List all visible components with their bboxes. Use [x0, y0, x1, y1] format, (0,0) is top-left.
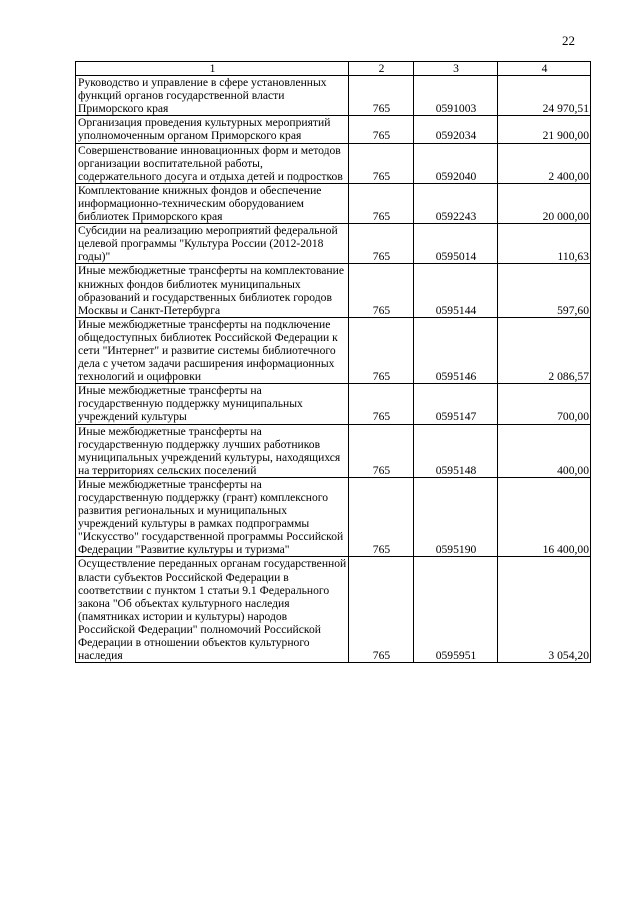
row-amount-cell: 110,63	[498, 224, 591, 264]
row-amount-cell: 3 054,20	[498, 557, 591, 663]
row-kbk-cell: 0595951	[414, 557, 498, 663]
row-amount-cell: 700,00	[498, 384, 591, 424]
row-code-cell: 765	[349, 317, 414, 383]
table-row	[76, 384, 591, 424]
table-row	[76, 76, 591, 116]
table-row	[76, 116, 591, 143]
row-code-cell: 765	[349, 224, 414, 264]
row-amount-cell: 16 400,00	[498, 477, 591, 557]
row-kbk-cell: 0592040	[414, 143, 498, 183]
table-row	[76, 557, 591, 663]
table-row	[76, 264, 591, 317]
header-cell-4: 4	[498, 62, 591, 76]
row-name-cell: Совершенствование инновационных форм и методов организации воспитательной работы, содержательного досуга и отдыха детей и подростков	[76, 143, 349, 183]
table-body	[76, 76, 591, 663]
table-row	[76, 183, 591, 223]
row-code-cell: 765	[349, 76, 414, 116]
header-cell-2: 2	[349, 62, 414, 76]
row-amount-cell: 597,60	[498, 264, 591, 317]
budget-table	[75, 61, 591, 663]
table-row	[76, 424, 591, 477]
table-row	[76, 143, 591, 183]
row-kbk-cell: 0595144	[414, 264, 498, 317]
row-kbk-cell: 0595014	[414, 224, 498, 264]
header-row	[76, 62, 591, 76]
row-kbk-cell: 0595190	[414, 477, 498, 557]
row-amount-cell: 2 086,57	[498, 317, 591, 383]
page-number: 22	[562, 33, 575, 48]
row-amount-cell: 24 970,51	[498, 76, 591, 116]
row-kbk-cell: 0591003	[414, 76, 498, 116]
row-amount-cell: 20 000,00	[498, 183, 591, 223]
row-kbk-cell: 0592034	[414, 116, 498, 143]
header-cell-3: 3	[414, 62, 498, 76]
row-code-cell: 765	[349, 557, 414, 663]
row-kbk-cell: 0595147	[414, 384, 498, 424]
row-kbk-cell: 0592243	[414, 183, 498, 223]
row-name-cell: Комплектование книжных фондов и обеспечение информационно-техническим оборудованием библиотек Приморского края	[76, 183, 349, 223]
row-amount-cell: 400,00	[498, 424, 591, 477]
row-code-cell: 765	[349, 264, 414, 317]
header-cell-1: 1	[76, 62, 349, 76]
row-name-cell: Иные межбюджетные трансферты на государственную поддержку лучших работников муниципальных учреждений культуры, находящихся на территориях сельских поселений	[76, 424, 349, 477]
row-code-cell: 765	[349, 384, 414, 424]
row-name-cell: Иные межбюджетные трансферты на подключение общедоступных библиотек Российской Федерации к сети "Интернет" и развитие системы библиотечного дела с учетом задачи расширения информационных технологий и оцифровки	[76, 317, 349, 383]
row-name-cell: Осуществление переданных органам государственной власти субъектов Российской Федерации в соответствии с пунктом 1 статьи 9.1 Федерального закона "Об объектах культурного наследия (памятниках истории и культуры) народов Российской Федерации" полномочий Российской Федерации в отношении объектов культурного наследия	[76, 557, 349, 663]
row-name-cell: Руководство и управление в сфере установленных функций органов государственной власти Приморского края	[76, 76, 349, 116]
table-row	[76, 317, 591, 383]
row-kbk-cell: 0595146	[414, 317, 498, 383]
row-name-cell: Иные межбюджетные трансферты на государственную поддержку (грант) комплексного развития региональных и муниципальных учреждений культуры в рамках подпрограммы "Искусство" государственной программы Российской Федерации "Развитие культуры и туризма"	[76, 477, 349, 557]
row-code-cell: 765	[349, 116, 414, 143]
row-amount-cell: 2 400,00	[498, 143, 591, 183]
row-name-cell: Организация проведения культурных мероприятий уполномоченным органом Приморского края	[76, 116, 349, 143]
row-name-cell: Субсидии на реализацию мероприятий федеральной целевой программы "Культура России (2012-2018 годы)"	[76, 224, 349, 264]
table-header	[76, 62, 591, 76]
row-code-cell: 765	[349, 477, 414, 557]
row-code-cell: 765	[349, 143, 414, 183]
row-code-cell: 765	[349, 183, 414, 223]
row-kbk-cell: 0595148	[414, 424, 498, 477]
row-name-cell: Иные межбюджетные трансферты на государственную поддержку муниципальных учреждений культуры	[76, 384, 349, 424]
row-name-cell: Иные межбюджетные трансферты на комплектование книжных фондов библиотек муниципальных образований и государственных библиотек городов Москвы и Санкт-Петербурга	[76, 264, 349, 317]
row-code-cell: 765	[349, 424, 414, 477]
table-row	[76, 224, 591, 264]
table-row	[76, 477, 591, 557]
row-amount-cell: 21 900,00	[498, 116, 591, 143]
